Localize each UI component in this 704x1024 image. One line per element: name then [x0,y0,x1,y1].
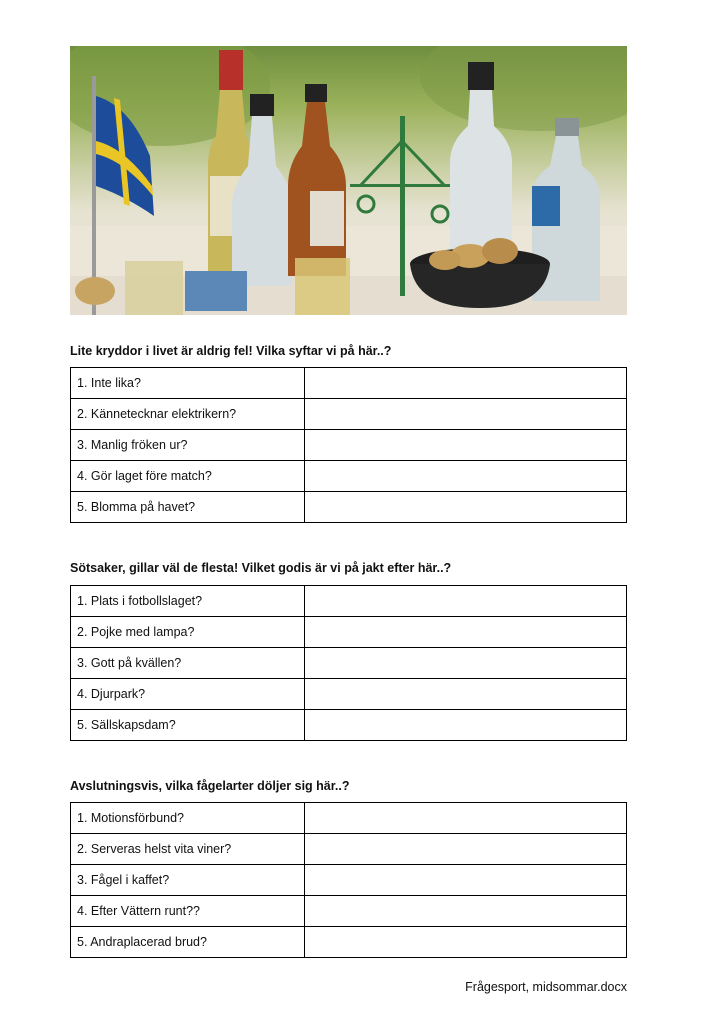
question-cell: 3. Fågel i kaffet? [71,865,305,896]
table-row [71,617,627,648]
document-footer-filename: Frågesport, midsommar.docx [465,980,627,994]
question-cell: 1. Plats i fotbollslaget? [71,586,305,617]
answer-cell[interactable] [305,927,627,958]
table-row [71,461,627,492]
section-title-birds: Avslutningsvis, vilka fågelarter döljer sig här..? [70,779,350,793]
table-row [71,679,627,710]
header-photo-bottles [70,46,627,315]
table-row [71,834,627,865]
question-cell: 1. Motionsförbund? [71,803,305,834]
quiz-table-spices [70,367,627,523]
question-cell: 5. Andraplacerad brud? [71,927,305,958]
answer-cell[interactable] [305,648,627,679]
answer-cell[interactable] [305,803,627,834]
answer-cell[interactable] [305,896,627,927]
question-cell: 2. Serveras helst vita viner? [71,834,305,865]
question-cell: 4. Efter Vättern runt?? [71,896,305,927]
question-cell: 5. Sällskapsdam? [71,710,305,741]
answer-cell[interactable] [305,834,627,865]
question-cell: 4. Gör laget före match? [71,461,305,492]
table-row [71,803,627,834]
answer-cell[interactable] [305,586,627,617]
question-cell: 2. Pojke med lampa? [71,617,305,648]
answer-cell[interactable] [305,430,627,461]
midsummer-table-illustration [70,46,627,315]
section-title-spices: Lite kryddor i livet är aldrig fel! Vilka syftar vi på här..? [70,344,392,358]
table-row [71,927,627,958]
answer-cell[interactable] [305,368,627,399]
table-row [71,399,627,430]
answer-cell[interactable] [305,710,627,741]
table-row [71,710,627,741]
question-cell: 5. Blomma på havet? [71,492,305,523]
table-row [71,492,627,523]
table-row [71,896,627,927]
answer-cell[interactable] [305,492,627,523]
answer-cell[interactable] [305,617,627,648]
table-row [71,865,627,896]
question-cell: 1. Inte lika? [71,368,305,399]
answer-cell[interactable] [305,865,627,896]
question-cell: 4. Djurpark? [71,679,305,710]
answer-cell[interactable] [305,399,627,430]
question-cell: 3. Gott på kvällen? [71,648,305,679]
answer-cell[interactable] [305,679,627,710]
quiz-table-candy [70,585,627,741]
quiz-table-birds [70,802,627,958]
question-cell: 3. Manlig fröken ur? [71,430,305,461]
table-row [71,368,627,399]
table-row [71,586,627,617]
question-cell: 2. Kännetecknar elektrikern? [71,399,305,430]
table-row [71,648,627,679]
section-title-candy: Sötsaker, gillar väl de flesta! Vilket godis är vi på jakt efter här..? [70,561,452,575]
table-row [71,430,627,461]
answer-cell[interactable] [305,461,627,492]
